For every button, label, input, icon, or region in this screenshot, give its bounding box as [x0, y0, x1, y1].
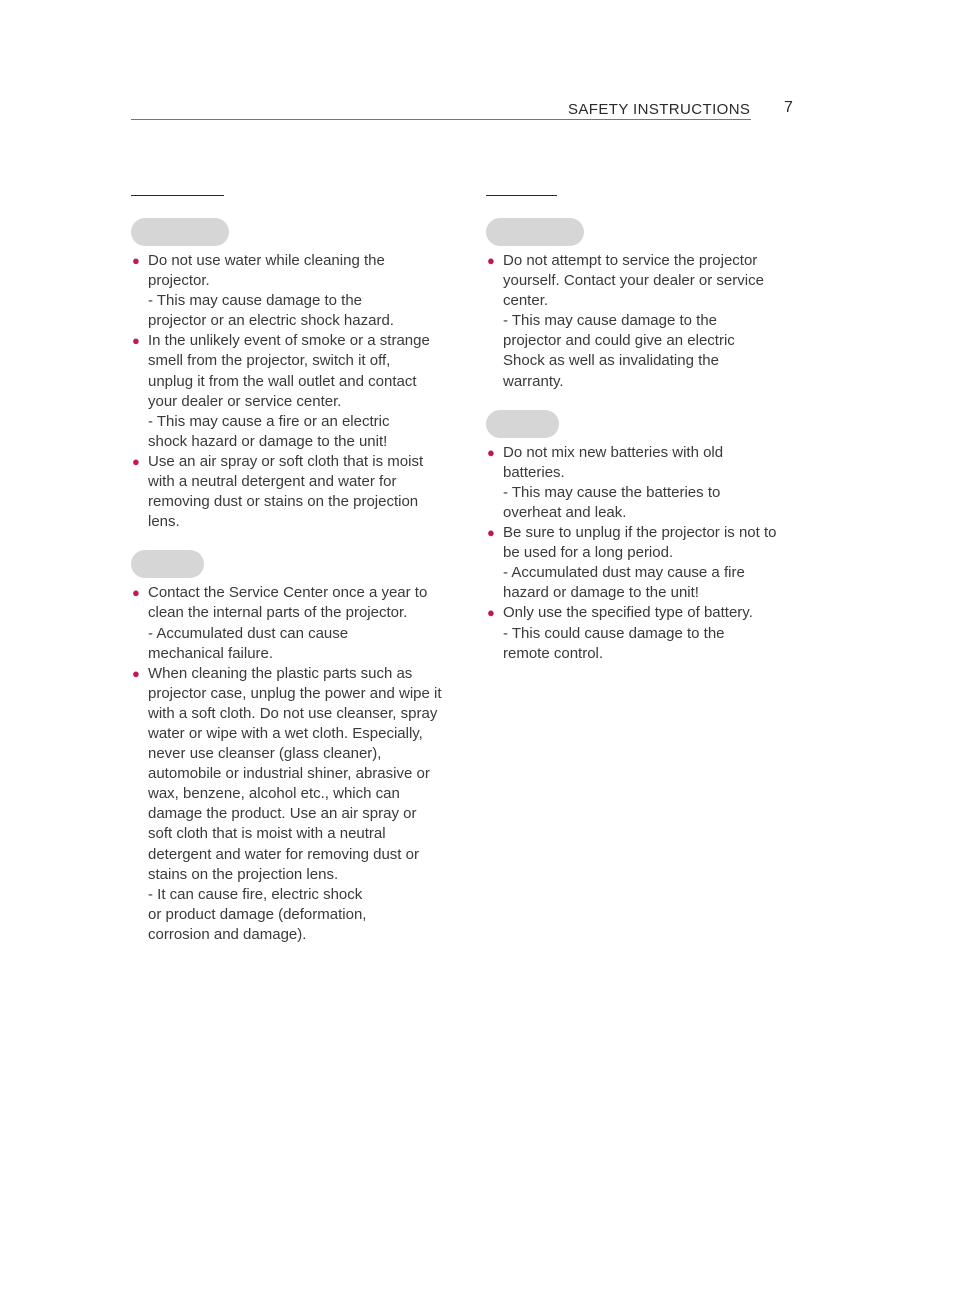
bullet-icon: ●	[132, 453, 140, 469]
list-item: ● When cleaning the plastic parts such as projector case, unplug the power and wipe it with a soft cloth. Do not use cleanser, spray water or wipe with a wet cloth. Especially, never use cleanser (glass cleaner), automobile or industrial shiner, abrasive or wax, benzene, alcohol etc., which can damage the product. Use an air spray or soft cloth that is moist with a neutral detergent and water for removing dust or stains on the projection lens. - It can cause fire, electric shock or product damage (deformation, corrosion and damage).	[132, 664, 442, 943]
list-item: ● Use an air spray or soft cloth that is moist with a neutral detergent and water for removing dust or stains on the projection lens.	[132, 452, 424, 531]
section-label-pill	[486, 410, 559, 438]
bullet-icon: ●	[132, 333, 140, 349]
list-item: ● In the unlikely event of smoke or a strange smell from the projector, switch it off, unplug it from the wall outlet and contact your dealer or service center. - This may cause a fire or an electric shock hazard or damage to the unit!	[132, 332, 430, 450]
right-section-2	[486, 410, 786, 664]
bullet-icon: ●	[487, 253, 495, 268]
section-label-pill	[486, 218, 584, 246]
bullet-list	[486, 443, 786, 664]
bullet-icon: ●	[132, 665, 140, 681]
left-column	[131, 195, 442, 963]
left-section-2	[131, 550, 442, 945]
bullet-icon: ●	[132, 253, 140, 268]
column-heading-rule	[486, 195, 557, 196]
column-heading-rule	[131, 195, 224, 196]
bullet-icon: ●	[487, 444, 495, 460]
right-column	[486, 195, 786, 682]
list-item: ● Only use the specified type of battery. - This could cause damage to the remote control.	[487, 604, 753, 662]
page-number: 7	[784, 99, 793, 116]
bullet-icon: ●	[487, 605, 495, 621]
section-label-pill	[131, 550, 204, 578]
bullet-icon: ●	[132, 585, 140, 601]
bullet-list	[131, 583, 442, 945]
header-divider	[131, 119, 751, 120]
section-title: SAFETY INSTRUCTIONS	[568, 101, 751, 118]
list-item: ● Do not mix new batteries with old batteries. - This may cause the batteries to overheat and leak.	[487, 443, 724, 521]
section-label-pill	[131, 218, 229, 246]
right-section-1	[486, 218, 786, 392]
list-item: ● Contact the Service Center once a year to clean the internal parts of the projector. - Accumulated dust can cause mechanical failure.	[132, 584, 428, 662]
list-item: ● Be sure to unplug if the projector is not to be used for a long period. - Accumulated dust may cause a fire hazard or damage to the unit!	[487, 524, 777, 602]
list-item: ● Do not use water while cleaning the projector. - This may cause damage to the projector or an electric shock hazard.	[132, 252, 394, 330]
bullet-icon: ●	[487, 525, 495, 541]
bullet-list	[131, 251, 431, 532]
left-section-1	[131, 218, 431, 532]
list-item: ● Do not attempt to service the projector yourself. Contact your dealer or service center. - This may cause damage to the projector and could give an electric Shock as well as invalidating the warranty.	[487, 252, 764, 390]
bullet-list	[486, 251, 786, 392]
